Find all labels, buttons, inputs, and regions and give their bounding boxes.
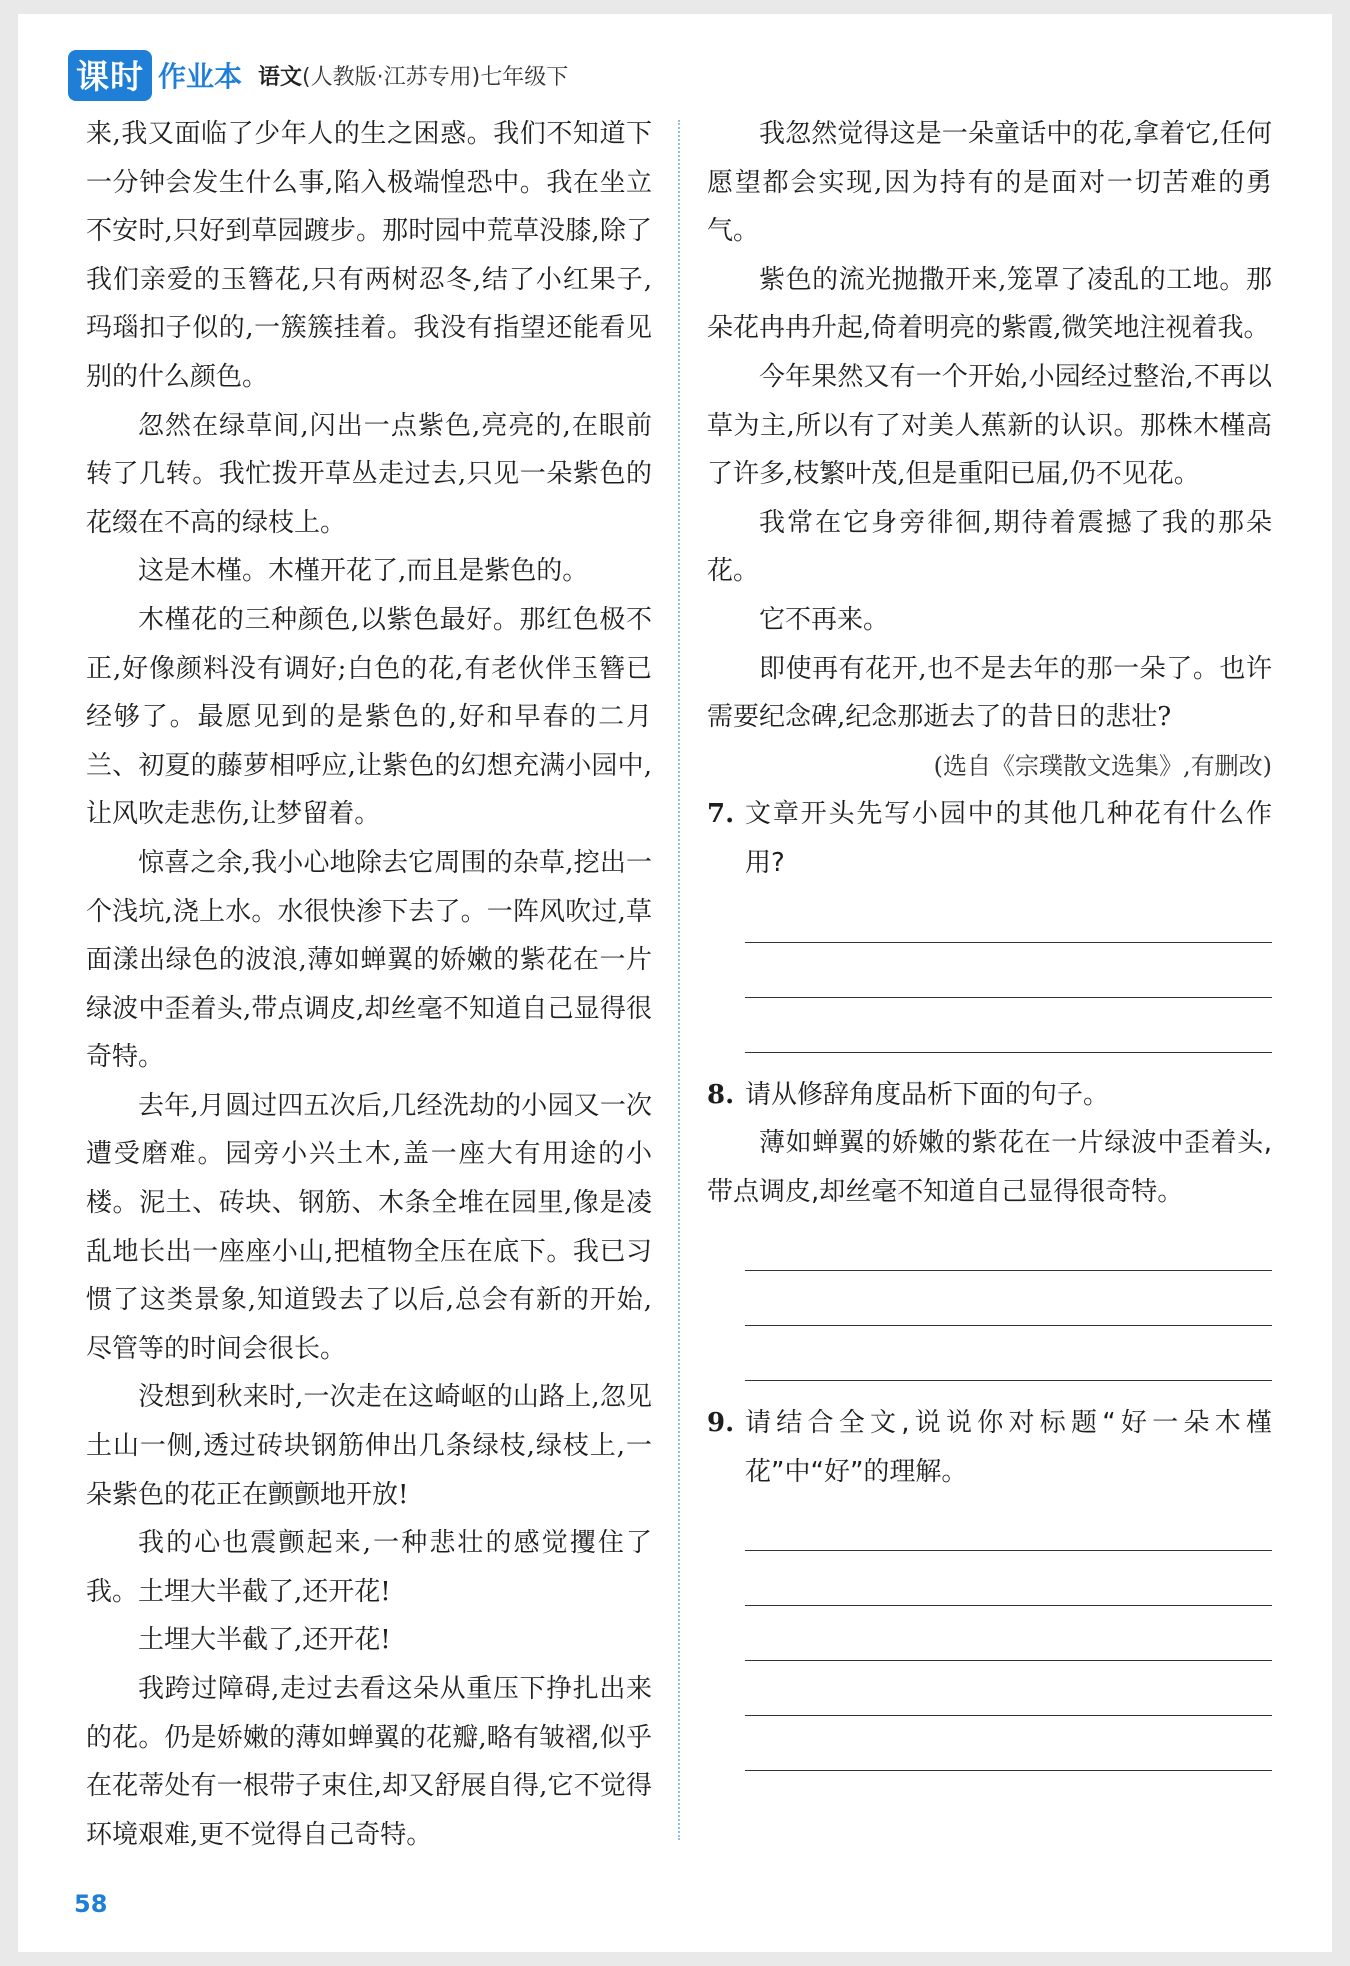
quoted-sentence: 薄如蝉翼的娇嫩的紫花在一片绿波中歪着头,带点调皮,却丝毫不知道自己显得很奇特。	[707, 1128, 1272, 1207]
edition-label: (人教版·江苏专用)七年级下	[302, 64, 569, 90]
answer-line[interactable]	[745, 1606, 1272, 1661]
passage-paragraph: 紫色的流光抛撒开来,笼罩了凌乱的工地。那朵花冉冉升起,倚着明亮的紫霞,微笑地注视着我。	[707, 264, 1272, 344]
passage-paragraph: 我常在它身旁徘徊,期待着震撼了我的那朵花。	[707, 507, 1272, 587]
question-7	[707, 790, 1272, 1052]
answer-line[interactable]	[745, 1326, 1272, 1381]
answer-line[interactable]	[745, 998, 1272, 1053]
passage-paragraph: 这是木槿。木槿开花了,而且是紫色的。	[138, 556, 589, 587]
answer-line[interactable]	[745, 1551, 1272, 1606]
right-column	[707, 110, 1272, 1771]
question-number: 7.	[707, 799, 735, 830]
passage-paragraph: 我跨过障碍,走过去看这朵从重压下挣扎出来的花。仍是娇嫩的薄如蝉翼的花瓣,略有皱褶,似乎在花蒂处有一根带子束住,却又舒展自得,它不觉得环境艰难,更不觉得自己奇特。	[86, 1674, 652, 1850]
passage-paragraph: 来,我又面临了少年人的生之困惑。我们不知道下一分钟会发生什么事,陷入极端惶恐中。我在坐立不安时,只好到草园踱步。那时园中荒草没膝,除了我们亲爱的玉簪花,只有两树忍冬,结了小红果子,玛瑙扣子似的,一簇簇挂着。我没有指望还能看见别的什么颜色。	[86, 119, 652, 392]
answer-line[interactable]	[745, 1496, 1272, 1551]
question-text: 请从修辞角度品析下面的句子。	[745, 1079, 1110, 1110]
brand-title: 作业本	[158, 60, 243, 93]
source-citation: (选自《宗璞散文选集》,有删改)	[933, 751, 1272, 780]
passage-paragraph: 它不再来。	[759, 604, 890, 635]
answer-line[interactable]	[745, 1216, 1272, 1271]
passage-paragraph: 今年果然又有一个开始,小园经过整治,不再以草为主,所以有了对美人蕉新的认识。那株木槿高了许多,枝繁叶茂,但是重阳已届,仍不见花。	[707, 361, 1272, 490]
answer-line[interactable]	[745, 943, 1272, 998]
passage-paragraph: 没想到秋来时,一次走在这崎岖的山路上,忽见土山一侧,透过砖块钢筋伸出几条绿枝,绿枝上,一朵紫色的花正在颤颤地开放!	[86, 1382, 652, 1510]
answer-line[interactable]	[745, 1661, 1272, 1716]
passage-paragraph: 忽然在绿草间,闪出一点紫色,亮亮的,在眼前转了几转。我忙拨开草丛走过去,只见一朵紫色的花缀在不高的绿枝上。	[86, 410, 652, 538]
passage-paragraph: 土埋大半截了,还开花!	[138, 1625, 391, 1656]
question-number: 8.	[707, 1079, 735, 1110]
question-9	[707, 1399, 1272, 1771]
answer-line[interactable]	[745, 1271, 1272, 1326]
passage-paragraph: 去年,月圆过四五次后,几经洗劫的小园又一次遭受磨难。园旁小兴土木,盖一座大有用途的小楼。泥土、砖块、钢筋、木条全堆在园里,像是凌乱地长出一座座小山,把植物全压在底下。我已习惯了这类景象,知道毁去了以后,总会有新的开始,尽管等的时间会很长。	[86, 1090, 652, 1364]
page-number: 58	[74, 1890, 108, 1918]
passage-paragraph: 惊喜之余,我小心地除去它周围的杂草,挖出一个浅坑,浇上水。水很快渗下去了。一阵风吹过,草面漾出绿色的波浪,薄如蝉翼的娇嫩的紫花在一片绿波中歪着头,带点调皮,却丝毫不知道自己显得很奇特。	[86, 847, 652, 1073]
passage-paragraph: 我的心也震颤起来,一种悲壮的感觉攫住了我。土埋大半截了,还开花!	[86, 1528, 652, 1607]
passage-paragraph: 我忽然觉得这是一朵童话中的花,拿着它,任何愿望都会实现,因为持有的是面对一切苦难的勇气。	[707, 119, 1272, 247]
question-number: 9.	[707, 1408, 735, 1439]
passage-paragraph: 即使再有花开,也不是去年的那一朵了。也许需要纪念碑,纪念那逝去了的昔日的悲壮?	[707, 653, 1272, 733]
question-text: 请结合全文,说说你对标题“好一朵木槿花”中“好”的理解。	[745, 1408, 1272, 1487]
page-header	[68, 50, 568, 100]
question-text: 文章开头先写小园中的其他几种花有什么作用?	[745, 799, 1272, 878]
brand-logo: 课时	[68, 50, 152, 101]
column-divider	[678, 120, 680, 1840]
answer-line[interactable]	[745, 1716, 1272, 1771]
answer-line[interactable]	[745, 888, 1272, 943]
passage-paragraph: 木槿花的三种颜色,以紫色最好。那红色极不正,好像颜料没有调好;白色的花,有老伙伴玉簪已经够了。最愿见到的是紫色的,好和早春的二月兰、初夏的藤萝相呼应,让紫色的幻想充满小园中,让风吹走悲伤,让梦留着。	[86, 604, 652, 830]
subject-label: 语文	[258, 64, 303, 90]
left-column	[86, 110, 652, 1859]
question-8	[707, 1071, 1272, 1382]
